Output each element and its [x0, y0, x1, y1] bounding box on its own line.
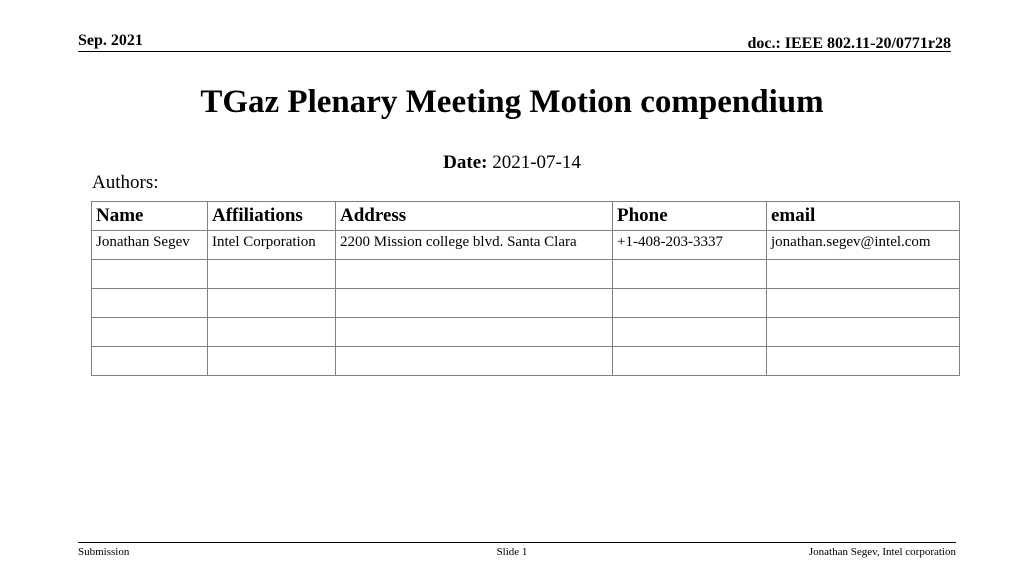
- table-cell: [767, 260, 960, 289]
- authors-label: Authors:: [92, 172, 159, 193]
- table-cell: [767, 289, 960, 318]
- table-cell: [92, 260, 208, 289]
- slide-title: TGaz Plenary Meeting Motion compendium: [200, 84, 824, 120]
- column-header-phone: Phone: [613, 202, 767, 231]
- author-affiliation-cell: Intel Corporation: [208, 231, 336, 260]
- date-label: Date:: [443, 152, 488, 173]
- table-cell: [613, 289, 767, 318]
- table-cell: [336, 347, 613, 376]
- table-row: [92, 347, 960, 376]
- table-cell: [767, 318, 960, 347]
- table-cell: [613, 347, 767, 376]
- table-cell: [613, 260, 767, 289]
- table-cell: [336, 289, 613, 318]
- table-row: [92, 289, 960, 318]
- header-date: Sep. 2021: [78, 32, 143, 49]
- table-row: [92, 260, 960, 289]
- table-cell: [767, 347, 960, 376]
- column-header-name: Name: [92, 202, 208, 231]
- column-header-address: Address: [336, 202, 613, 231]
- header-doc-id: doc.: IEEE 802.11-20/0771r28: [747, 35, 951, 52]
- table-row: [92, 231, 960, 260]
- author-name-cell: Jonathan Segev: [92, 231, 208, 260]
- table-cell: [208, 289, 336, 318]
- table-cell: [336, 260, 613, 289]
- date-value: 2021-07-14: [492, 152, 581, 173]
- table-cell: [208, 260, 336, 289]
- footer-author: Jonathan Segev, Intel corporation: [808, 546, 956, 558]
- footer-slide-number: Slide 1: [496, 546, 528, 558]
- author-phone-cell: +1-408-203-3337: [613, 231, 767, 260]
- table-cell: [92, 318, 208, 347]
- author-address-cell: 2200 Mission college blvd. Santa Clara: [336, 231, 613, 260]
- date-line: [0, 152, 1024, 174]
- authors-table: [91, 201, 960, 376]
- footer-submission: Submission: [78, 546, 130, 558]
- table-cell: [336, 318, 613, 347]
- author-email-cell: jonathan.segev@intel.com: [767, 231, 960, 260]
- table-cell: [208, 347, 336, 376]
- footer-divider: [78, 542, 956, 543]
- table-cell: [92, 347, 208, 376]
- column-header-affiliations: Affiliations: [208, 202, 336, 231]
- header-divider: [78, 51, 951, 52]
- table-cell: [208, 318, 336, 347]
- table-cell: [613, 318, 767, 347]
- column-header-email: email: [767, 202, 960, 231]
- table-row: [92, 318, 960, 347]
- table-header-row: [92, 202, 960, 231]
- table-cell: [92, 289, 208, 318]
